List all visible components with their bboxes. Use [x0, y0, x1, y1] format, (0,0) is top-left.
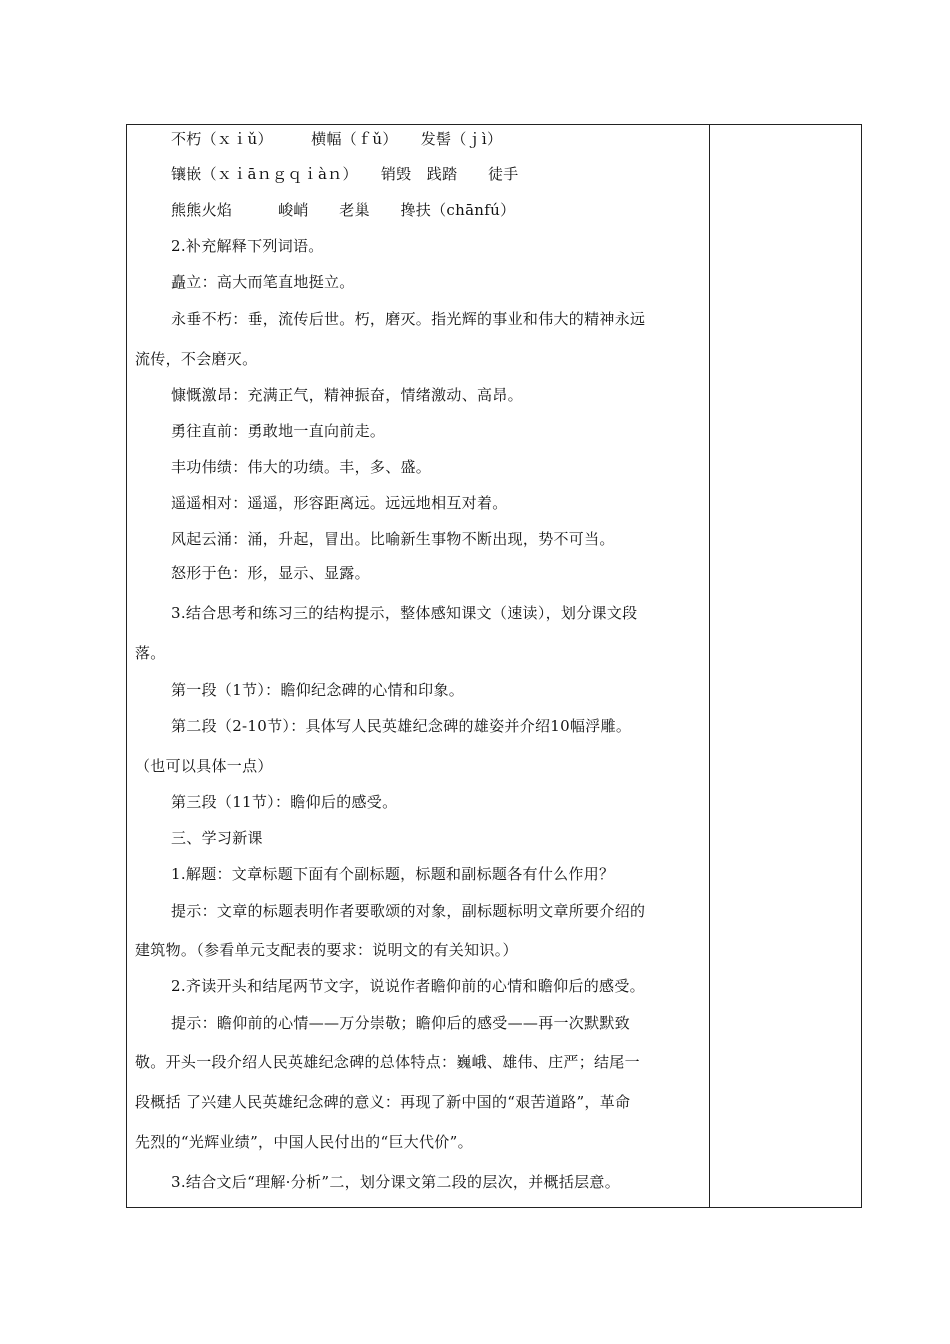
text-line: 第三段（11节）：瞻仰后的感受。 — [171, 793, 398, 811]
text-line: 提示：文章的标题表明作者要歌颂的对象，副标题标明文章所要介绍的 — [171, 902, 646, 920]
text-line: 3.结合思考和练习三的结构提示，整体感知课文（速读），划分课文段 — [171, 604, 638, 622]
text-line: 风起云涌：涌，升起，冒出。比喻新生事物不断出现，势不可当。 — [171, 530, 615, 548]
text-line: （也可以具体一点） — [135, 757, 273, 775]
lesson-table — [126, 124, 862, 1208]
text-line: 三、学习新课 — [171, 829, 263, 847]
text-line: 第二段（2-10节）：具体写人民英雄纪念碑的雄姿并介绍10幅浮雕。 — [171, 717, 632, 735]
text-line: 怒形于色：形，显示、显露。 — [171, 564, 370, 582]
column-divider — [709, 125, 710, 1207]
text-line: 第一段（1节）：瞻仰纪念碑的心情和印象。 — [171, 681, 465, 699]
text-line: 熊熊火焰 峻峭 老巢 搀扶（chānfú） — [171, 201, 516, 219]
text-line: 先烈的“光辉业绩”，中国人民付出的“巨大代价”。 — [135, 1133, 473, 1151]
text-line: 丰功伟绩：伟大的功绩。丰，多、盛。 — [171, 458, 432, 476]
text-line: 勇往直前：勇敢地一直向前走。 — [171, 422, 386, 440]
text-line: 提示：瞻仰前的心情——万分崇敬；瞻仰后的感受——再一次默默致 — [171, 1014, 631, 1032]
text-line: 2.补充解释下列词语。 — [171, 237, 324, 255]
text-line: 段概括 了兴建人民英雄纪念碑的意义：再现了新中国的“艰苦道路”，革命 — [135, 1093, 631, 1111]
text-line: 敬。开头一段介绍人民英雄纪念碑的总体特点：巍峨、雄伟、庄严；结尾一 — [135, 1053, 640, 1071]
text-line: 永垂不朽：垂，流传后世。朽，磨灭。指光辉的事业和伟大的精神永远 — [171, 310, 646, 328]
text-line: 3.结合文后“理解·分析”二，划分课文第二段的层次，并概括层意。 — [171, 1173, 621, 1191]
text-line: 流传，不会磨灭。 — [135, 350, 258, 368]
text-line: 遥遥相对：遥遥，形容距离远。远远地相互对着。 — [171, 494, 508, 512]
text-line: 镶嵌（ｘｉāｎｇｑｉàｎ） 销毁 践踏 徒手 — [171, 165, 519, 183]
text-line: 建筑物。（参看单元支配表的要求：说明文的有关知识。） — [135, 941, 518, 959]
text-line: 落。 — [135, 644, 166, 662]
text-line: 2.齐读开头和结尾两节文字，说说作者瞻仰前的心情和瞻仰后的感受。 — [171, 977, 645, 995]
text-line: 1.解题：文章标题下面有个副标题，标题和副标题各有什么作用？ — [171, 865, 615, 883]
text-line: 慷慨激昂：充满正气，精神振奋，情绪激动、高昂。 — [171, 386, 523, 404]
text-line: 矗立：高大而笔直地挺立。 — [171, 273, 355, 291]
text-line: 不朽（ｘｉǔ） 横幅（ｆǔ） 发髻（ｊì） — [171, 130, 503, 148]
